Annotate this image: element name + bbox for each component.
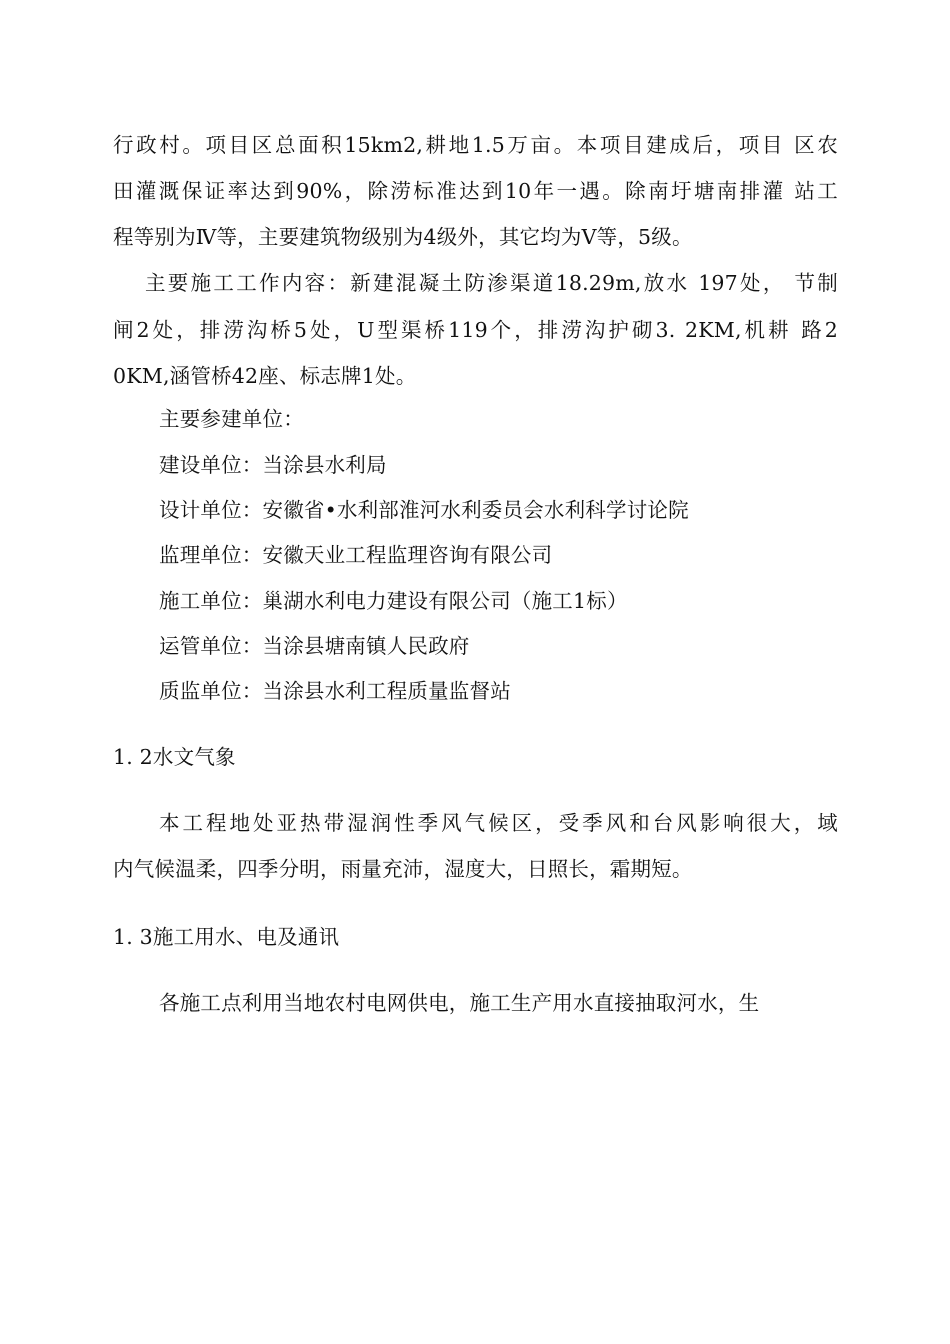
section-1-2-line-2: 内气候温柔，四季分明，雨量充沛，湿度大，日照长，霜期短。 — [113, 857, 693, 881]
paragraph-2-line-2: 闸2处，排涝沟桥5处，U型渠桥119个，排涝沟护砌3. 2KM,机耕 路2 — [113, 318, 838, 342]
participant-operation: 运管单位：当涂县塘南镇人民政府 — [159, 634, 470, 658]
participants-heading: 主要参建单位： — [159, 407, 304, 431]
section-1-3-heading: 1. 3施工用水、电及通讯 — [113, 925, 340, 949]
section-1-2-heading: 1. 2水文气象 — [113, 745, 236, 769]
paragraph-1-line-3: 程等别为Ⅳ等，主要建筑物级别为4级外，其它均为Ⅴ等，5级。 — [113, 225, 693, 249]
section-1-2-line-1: 本工程地处亚热带湿润性季风气候区，受季风和台风影响很大，域 — [159, 811, 838, 835]
section-1-3-line-1: 各施工点利用当地农村电网供电，施工生产用水直接抽取河水，生 — [159, 991, 760, 1015]
participant-quality: 质监单位：当涂县水利工程质量监督站 — [159, 679, 511, 703]
participant-construction: 建设单位：当涂县水利局 — [159, 453, 387, 477]
paragraph-1-line-2: 田灌溉保证率达到90%，除涝标准达到10年一遇。除南圩塘南排灌 站工 — [113, 179, 838, 203]
paragraph-2-line-3: 0KM,涵管桥42座、标志牌1处。 — [113, 364, 417, 388]
paragraph-1-line-1: 行政村。项目区总面积15km2,耕地1.5万亩。本项目建成后，项目 区农 — [113, 133, 838, 157]
participant-supervision: 监理单位：安徽天业工程监理咨询有限公司 — [159, 543, 553, 567]
participant-contractor: 施工单位：巢湖水利电力建设有限公司（施工1标） — [159, 589, 628, 613]
paragraph-2-line-1: 主要施工工作内容：新建混凝土防渗渠道18.29m,放水 197处， 节制 — [145, 271, 838, 295]
participant-design: 设计单位：安徽省•水利部淮河水利委员会水利科学讨论院 — [159, 498, 689, 522]
